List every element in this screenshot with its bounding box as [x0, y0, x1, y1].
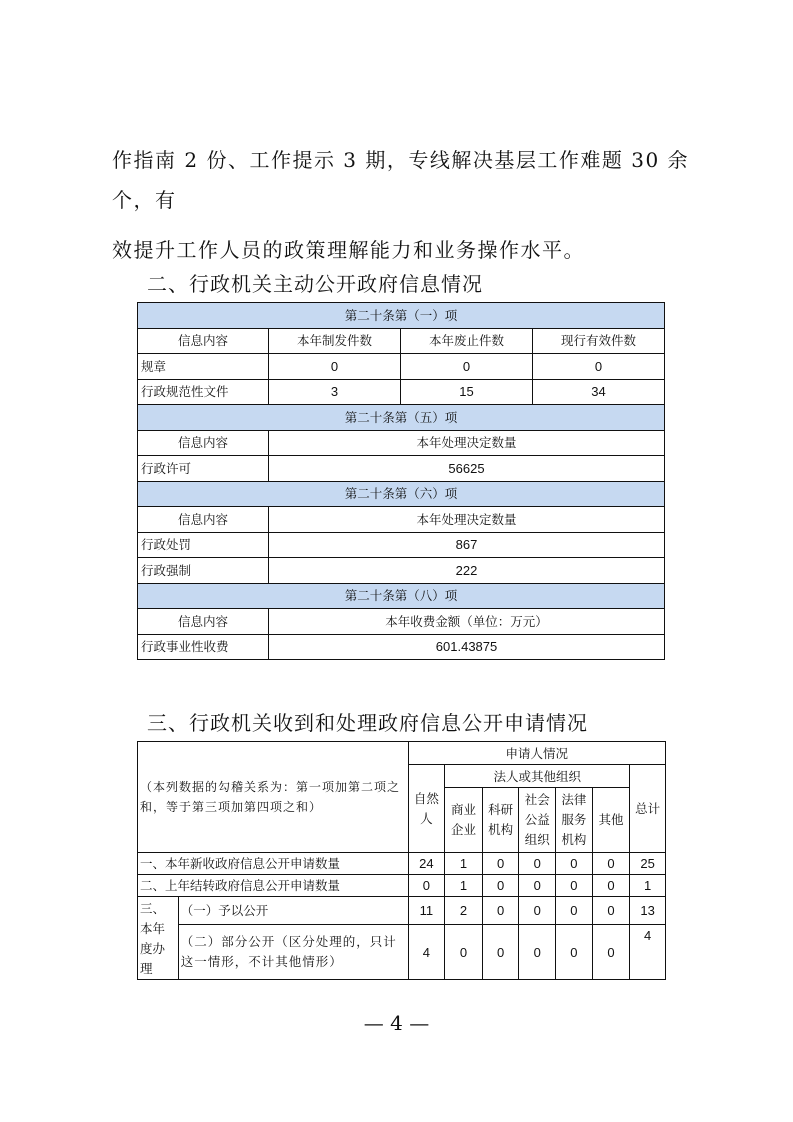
- row-label: 行政许可: [138, 456, 269, 482]
- cell: 4: [630, 925, 666, 980]
- row-label: 行政强制: [138, 558, 269, 584]
- total-header: 总计: [630, 765, 666, 853]
- cell: 0: [519, 897, 556, 925]
- intro-paragraph: [112, 140, 692, 270]
- cell: 222: [269, 558, 665, 584]
- cell: 0: [592, 897, 630, 925]
- cell: 2: [445, 897, 483, 925]
- table-row: [138, 379, 665, 405]
- cell: 0: [482, 853, 519, 875]
- cell: 0: [533, 354, 665, 380]
- legal-col-header: 社会公益组织: [519, 788, 556, 853]
- table-row: [138, 897, 666, 925]
- application-table: [137, 741, 666, 980]
- column-header: 本年废止件数: [401, 328, 533, 354]
- cell: 13: [630, 897, 666, 925]
- block5-header: 第二十条第（五）项: [138, 405, 665, 431]
- cell: 0: [482, 925, 519, 980]
- row-label: 行政规范性文件: [138, 379, 269, 405]
- cell: 0: [482, 875, 519, 897]
- row-label: 行政处罚: [138, 532, 269, 558]
- block1-header: 第二十条第（一）项: [138, 303, 665, 329]
- column-header: 本年收费金额（单位：万元）: [269, 609, 665, 635]
- legal-col-header: 其他: [592, 788, 630, 853]
- cell: 0: [556, 897, 593, 925]
- cell: 0: [408, 875, 445, 897]
- column-header: 本年制发件数: [269, 328, 401, 354]
- cell: 0: [401, 354, 533, 380]
- cell: 11: [408, 897, 445, 925]
- section2-title: 二、行政机关主动公开政府信息情况: [147, 272, 483, 296]
- cell: 25: [630, 853, 666, 875]
- cell: 0: [592, 875, 630, 897]
- note-text: （本列数据的勾稽关系为：第一项加第二项之和，等于第三项加第四项之和）: [140, 780, 401, 814]
- legal-col-header: 商业企业: [445, 788, 483, 853]
- cell: 0: [519, 875, 556, 897]
- column-header: 信息内容: [138, 507, 269, 533]
- row-label: （二）部分公开（区分处理的，只计这一情形，不计其他情形）: [178, 925, 408, 980]
- cell: 0: [519, 853, 556, 875]
- cell: 34: [533, 379, 665, 405]
- block6-header: 第二十条第（六）项: [138, 481, 665, 507]
- block8-header: 第二十条第（八）项: [138, 583, 665, 609]
- table-row: [138, 925, 666, 980]
- table-row: [138, 558, 665, 584]
- intro-line: 作指南 2 份、工作提示 3 期，专线解决基层工作难题 30 余个，有: [112, 148, 690, 212]
- cell: 867: [269, 532, 665, 558]
- cell: 0: [269, 354, 401, 380]
- intro-line: 效提升工作人员的政策理解能力和业务操作水平。: [112, 238, 585, 262]
- cell: 0: [556, 853, 593, 875]
- cell: 1: [445, 853, 483, 875]
- natural-person-header: 自然人: [408, 765, 445, 853]
- legal-col-header: 科研机构: [482, 788, 519, 853]
- page-number: — 4 —: [363, 1011, 430, 1035]
- row-label: 二、上年结转政府信息公开申请数量: [138, 875, 409, 897]
- column-header: 本年处理决定数量: [269, 507, 665, 533]
- cell: 15: [401, 379, 533, 405]
- cell: 24: [408, 853, 445, 875]
- column-header: 信息内容: [138, 328, 269, 354]
- cell: 601.43875: [269, 634, 665, 660]
- table-row: [138, 354, 665, 380]
- cell: 1: [445, 875, 483, 897]
- cell: 0: [482, 897, 519, 925]
- legal-col-header: 法律服务机构: [556, 788, 593, 853]
- cell: 56625: [269, 456, 665, 482]
- cell: 0: [445, 925, 483, 980]
- table-row: [138, 532, 665, 558]
- cell: 0: [519, 925, 556, 980]
- row-label: 规章: [138, 354, 269, 380]
- table-row: [138, 875, 666, 897]
- table-row: [138, 853, 666, 875]
- applicant-header: 申请人情况: [408, 742, 665, 765]
- column-header: 现行有效件数: [533, 328, 665, 354]
- group-label: 三、本年度办理: [138, 897, 179, 980]
- cell: 4: [408, 925, 445, 980]
- column-header: 信息内容: [138, 609, 269, 635]
- legal-header: 法人或其他组织: [445, 765, 630, 788]
- row-label: 行政事业性收费: [138, 634, 269, 660]
- cell: 0: [592, 853, 630, 875]
- cell: 0: [556, 875, 593, 897]
- cell: 0: [592, 925, 630, 980]
- note-cell: [138, 742, 409, 853]
- table-row: [138, 634, 665, 660]
- table-row: [138, 456, 665, 482]
- cell: 0: [556, 925, 593, 980]
- section3-title: 三、行政机关收到和处理政府信息公开申请情况: [147, 711, 588, 735]
- row-label: 一、本年新收政府信息公开申请数量: [138, 853, 409, 875]
- cell: 3: [269, 379, 401, 405]
- column-header: 信息内容: [138, 430, 269, 456]
- column-header: 本年处理决定数量: [269, 430, 665, 456]
- proactive-disclosure-table: [137, 302, 665, 660]
- cell: 1: [630, 875, 666, 897]
- row-label: （一）予以公开: [178, 897, 408, 925]
